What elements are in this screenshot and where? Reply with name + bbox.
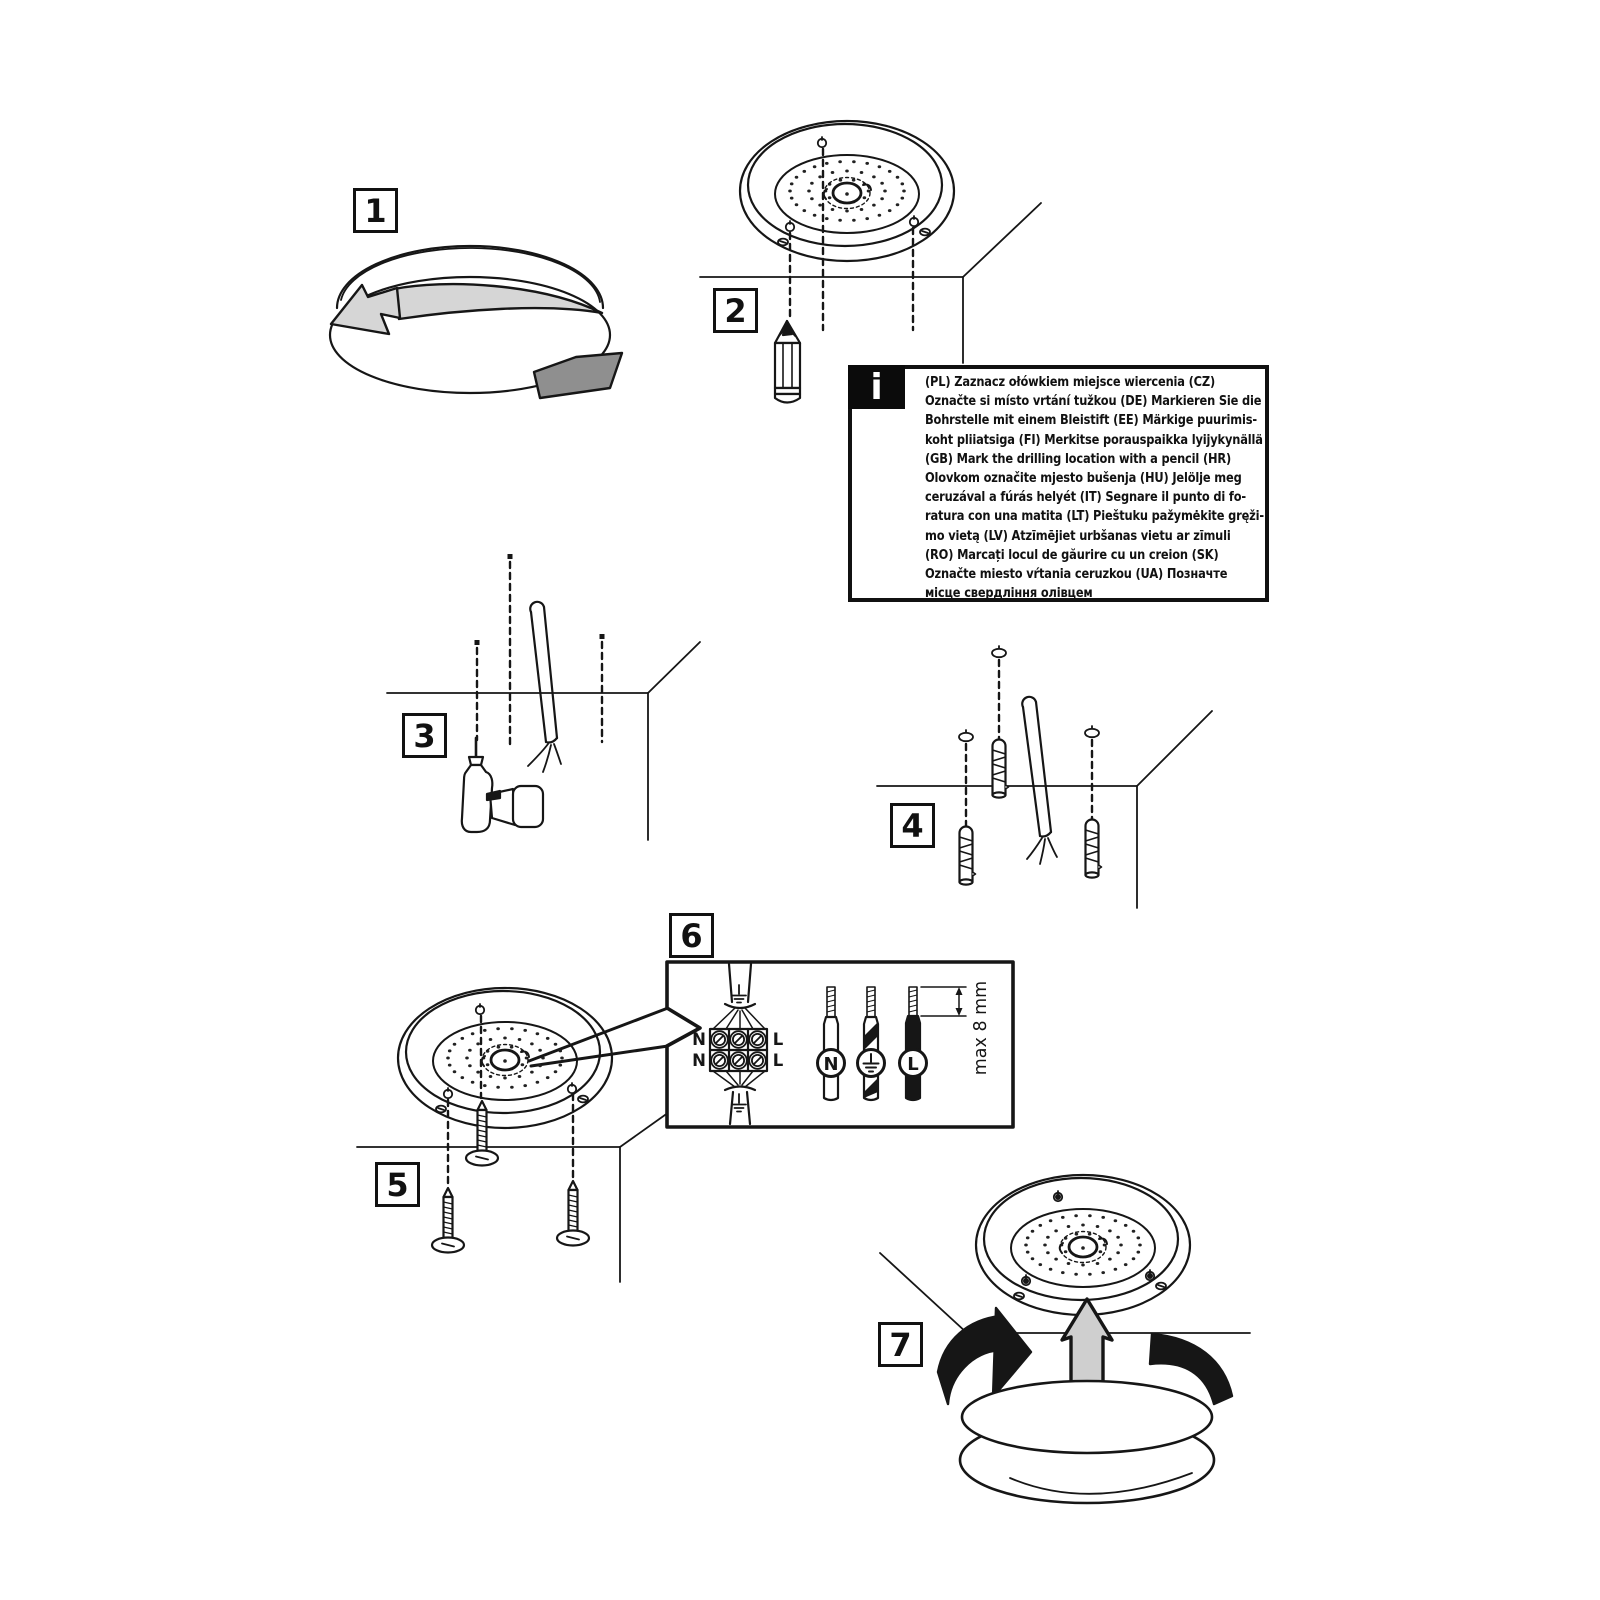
drill-point-marks — [475, 554, 605, 645]
step6-figure — [667, 962, 1013, 1127]
wire-label-n: N — [823, 1054, 839, 1075]
guide-lines — [477, 562, 602, 745]
drill — [462, 738, 543, 832]
info-icon: i — [848, 365, 905, 409]
info-text: (PL) Zaznacz ołówkiem miejsce wiercenia (CZ) Označte si místo vrtání tužkou (DE) Markieren Sie die Bohrstelle mit einem Bleistift (EE) Märkige puurimis- koht pliiatsiga (FI) Merkitse porauspaikka lyijykynällä (GB) Mark the drilling location with a pencil (HR) Olovkom označite mjesto bušenja (HU) Jelölje meg ceruzával a fúrás helyét (IT) Segnare il punto di fo- ratura con una matita (LT) Pieštuku pažymėkite gręži- mo vietą (LV) Atzīmējiet urbšanas vietu ar zīmuli (RO) Marcați locul de găurire cu un creion (SK) Označte miesto vŕtania ceruzkou (UA) Позначте місце свердління олівцем — [925, 374, 1264, 602]
wire-label-l: L — [907, 1054, 919, 1075]
step-number-2: 2 — [713, 288, 758, 333]
step3-figure — [387, 554, 700, 840]
step7-figure — [880, 1175, 1250, 1503]
terminal-label-n-top: N — [692, 1030, 706, 1049]
ceiling-corner — [880, 1253, 1250, 1333]
lamp-cover — [960, 1381, 1214, 1503]
step-number-6: 6 — [669, 913, 714, 958]
step1-figure — [330, 246, 622, 398]
info-box — [848, 365, 1269, 602]
step4-figure — [877, 646, 1212, 908]
step2-figure — [700, 121, 1041, 403]
step-number-4: 4 — [890, 803, 935, 848]
supply-cable — [528, 602, 561, 772]
terminal-label-l-top: L — [772, 1030, 784, 1049]
step-number-3: 3 — [402, 713, 447, 758]
terminal-label-n-bottom: N — [692, 1051, 706, 1070]
callout-lines — [529, 1008, 668, 1066]
pencil — [775, 321, 800, 403]
step-number-1: 1 — [353, 188, 398, 233]
lift-arrow — [1062, 1299, 1112, 1382]
rotate-arrow-band — [394, 284, 602, 319]
guide-lines — [790, 149, 913, 330]
ceiling-corner — [700, 203, 1041, 363]
step5-figure — [357, 988, 672, 1282]
terminal-label-l-bottom: L — [772, 1051, 784, 1070]
step-number-5: 5 — [375, 1162, 420, 1207]
step-number-7: 7 — [878, 1322, 923, 1367]
strip-length-label: max 8 mm — [971, 980, 991, 1076]
supply-cable — [1022, 697, 1057, 864]
cover-tab — [534, 353, 622, 398]
